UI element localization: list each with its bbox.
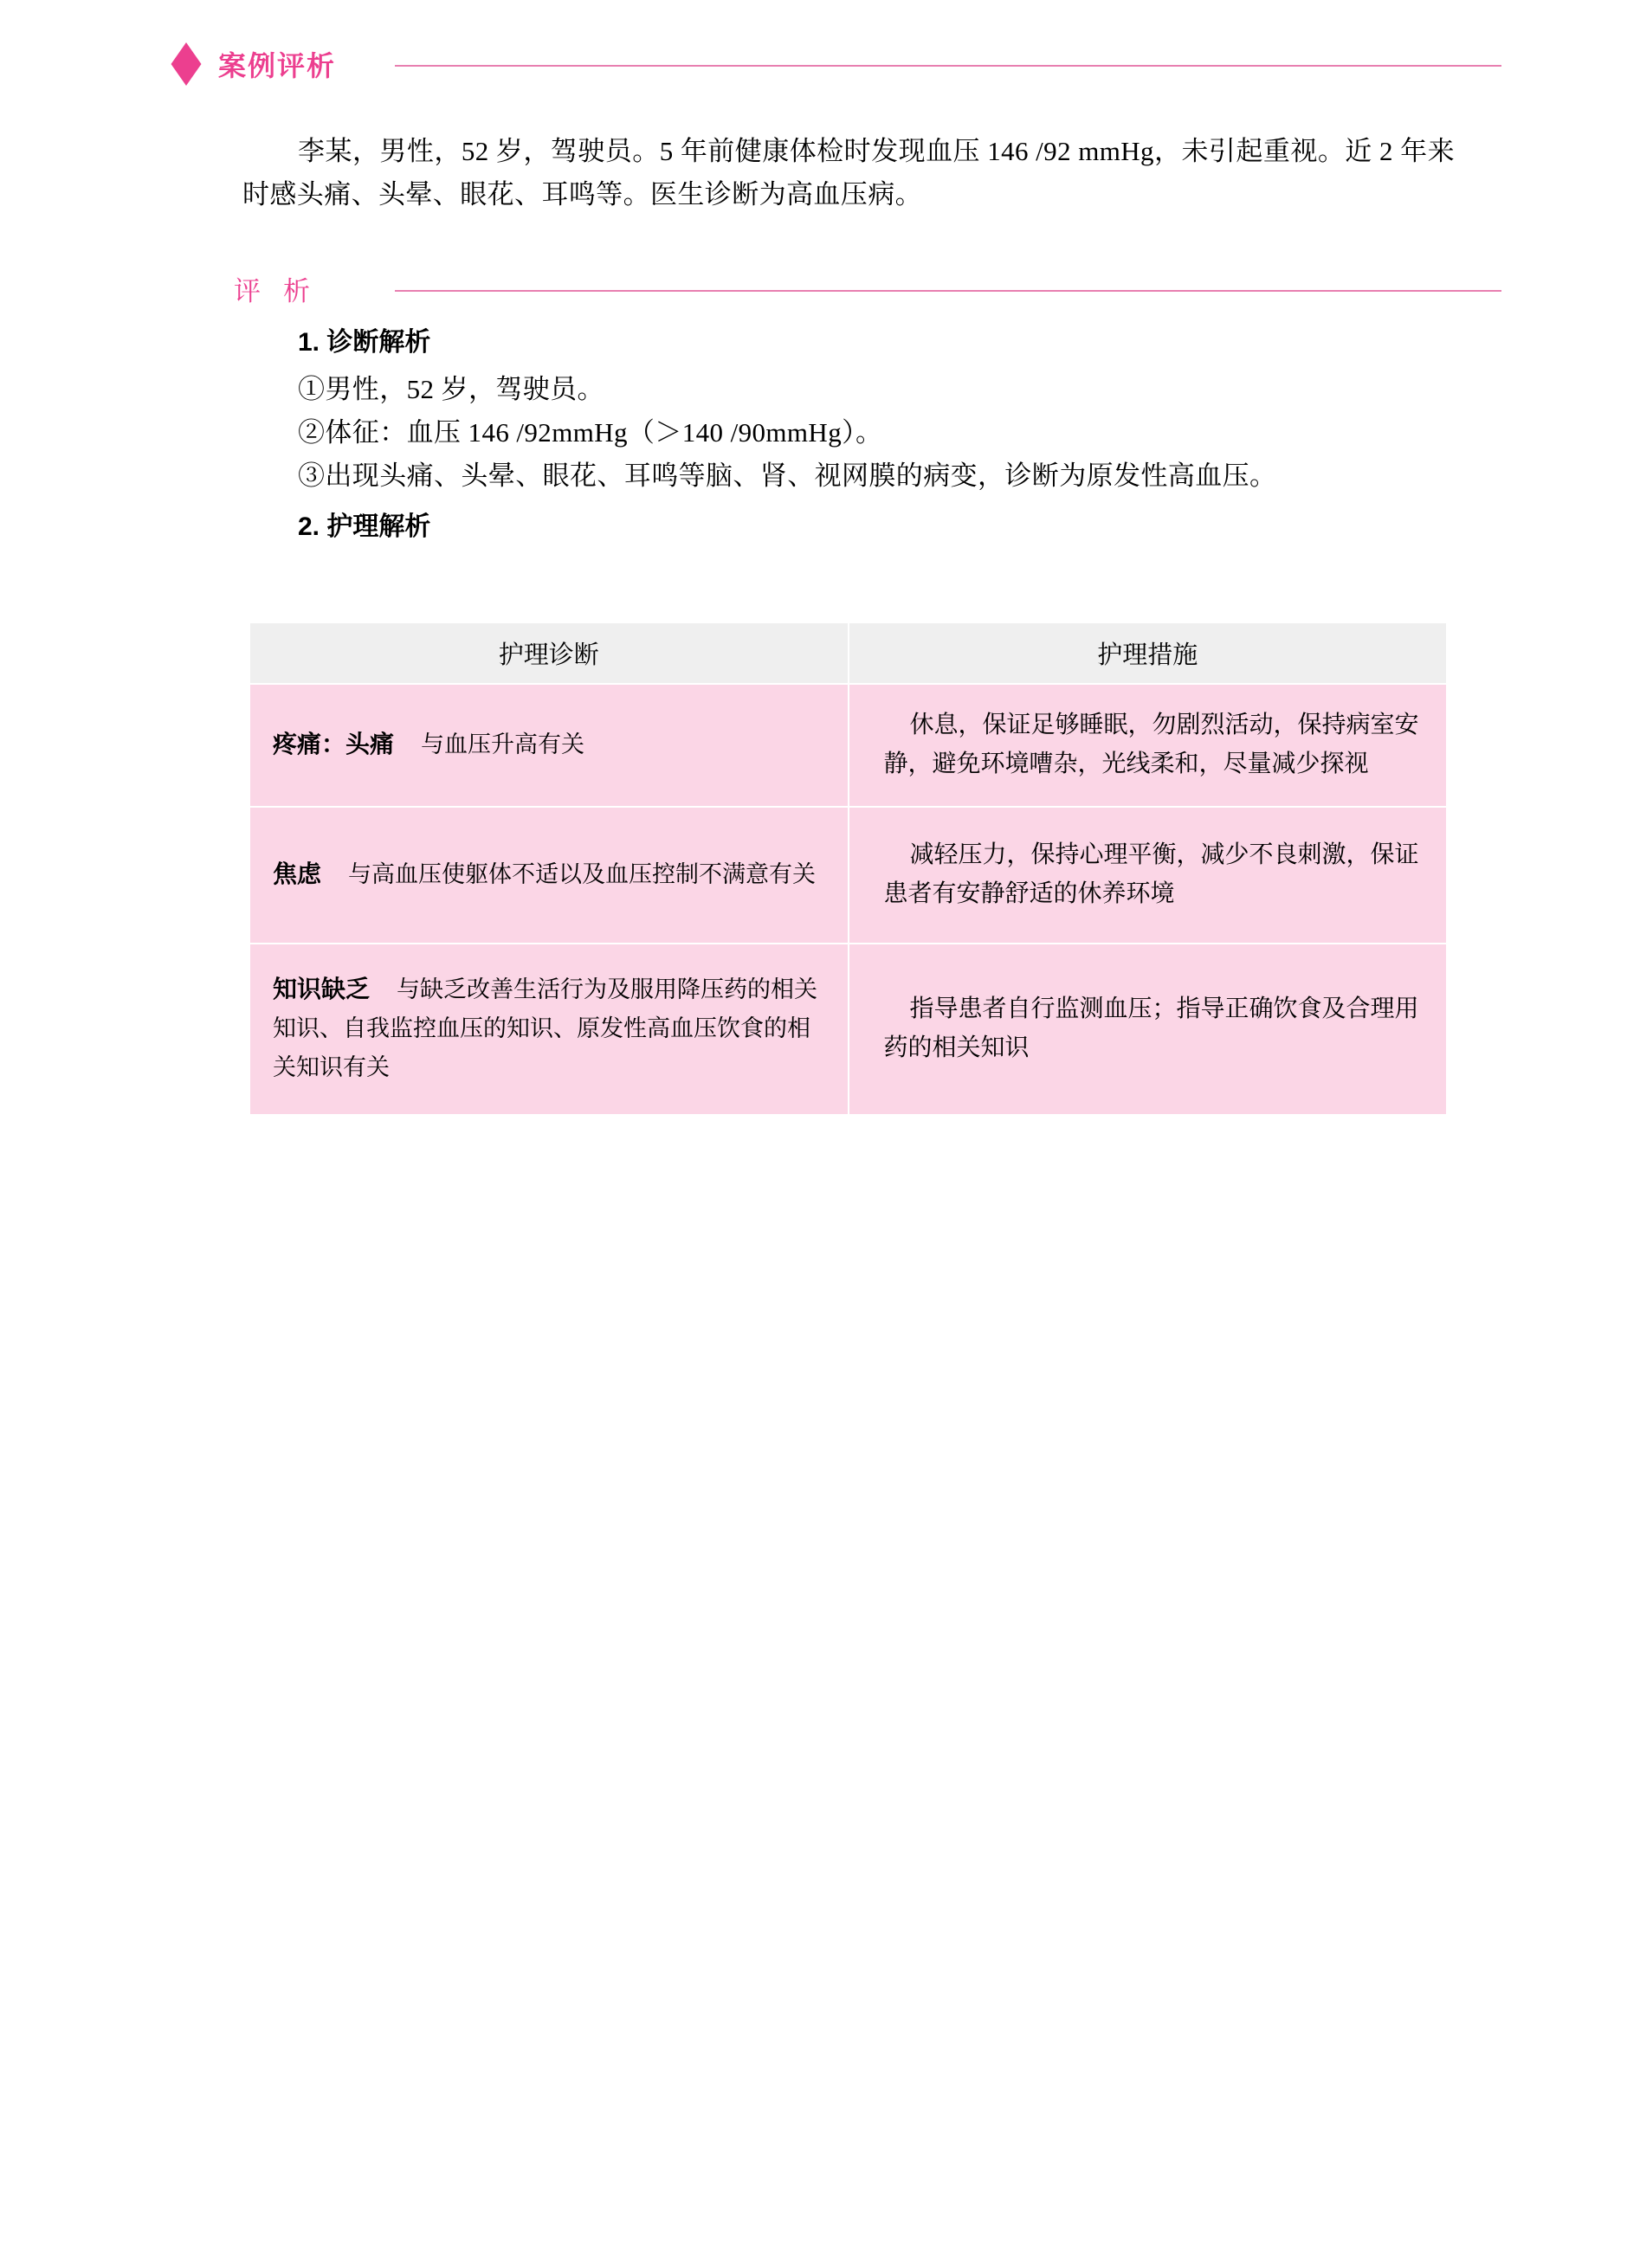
measure-text: 减轻压力，保持心理平衡，减少不良刺激，保证患者有安静舒适的休养环境 — [883, 841, 1419, 907]
table-row — [249, 944, 1447, 1115]
case-description: 李某，男性，52 岁，驾驶员。5 年前健康体检时发现血压 146 /92 mmHg，未引起重视。近 2 年来时感头痛、头晕、眼花、耳鸣等。医生诊断为高血压病。 — [242, 136, 1455, 210]
page-title: 案例评析 — [218, 50, 337, 81]
diagnosis-analysis-line-2: ②体征：血压 146 /92mmHg（＞140 /90mmHg）。 — [298, 416, 883, 448]
diagnosis-label: 焦虑 — [273, 860, 322, 888]
nursing-care-table — [249, 622, 1448, 1116]
table-header-measures: 护理措施 — [849, 622, 1448, 684]
analysis-section-divider — [395, 290, 1501, 292]
analysis-body — [242, 322, 1455, 549]
table-row — [249, 807, 1447, 944]
diagnosis-label: 疼痛：头痛 — [273, 731, 395, 758]
diagnosis-label: 知识缺乏 — [273, 976, 371, 1003]
table-cell-measure — [849, 944, 1448, 1115]
nursing-analysis-title: 2. 护理解析 — [298, 512, 431, 542]
diagnosis-analysis-title: 1. 诊断解析 — [298, 328, 431, 357]
diagnosis-detail: 与缺乏改善生活行为及服用降压药的相关知识、自我监控血压的知识、原发性高血压饮食的相关知识有关 — [273, 976, 818, 1080]
measure-text: 休息，保证足够睡眠，勿剧烈活动，保持病室安静，避免环境嘈杂，光线柔和，尽量减少探视 — [883, 712, 1419, 777]
measure-text: 指导患者自行监测血压；指导正确饮食及合理用药的相关知识 — [883, 995, 1419, 1061]
diamond-icon — [171, 42, 202, 86]
header-divider — [395, 65, 1501, 67]
section-header — [173, 42, 1501, 87]
diagnosis-analysis-line-1: ①男性，52 岁，驾驶员。 — [298, 373, 604, 404]
diagnosis-detail: 与血压升高有关 — [421, 731, 585, 758]
table-cell-measure — [849, 807, 1448, 944]
diagnosis-analysis-line-3: ③出现头痛、头晕、眼花、耳鸣等脑、肾、视网膜的病变，诊断为原发性高血压。 — [298, 461, 1277, 492]
analysis-section-title: 评析 — [234, 275, 333, 306]
table-header-diagnosis: 护理诊断 — [249, 622, 849, 684]
table-cell-measure — [849, 684, 1448, 807]
diagnosis-detail: 与高血压使躯体不适以及血压控制不满意有关 — [348, 861, 817, 888]
analysis-section-header — [234, 268, 1501, 308]
table-row — [249, 684, 1447, 807]
table-header-row — [249, 622, 1447, 684]
table-cell-diagnosis — [249, 684, 849, 807]
table-cell-diagnosis — [249, 944, 849, 1115]
table-cell-diagnosis — [249, 807, 849, 944]
